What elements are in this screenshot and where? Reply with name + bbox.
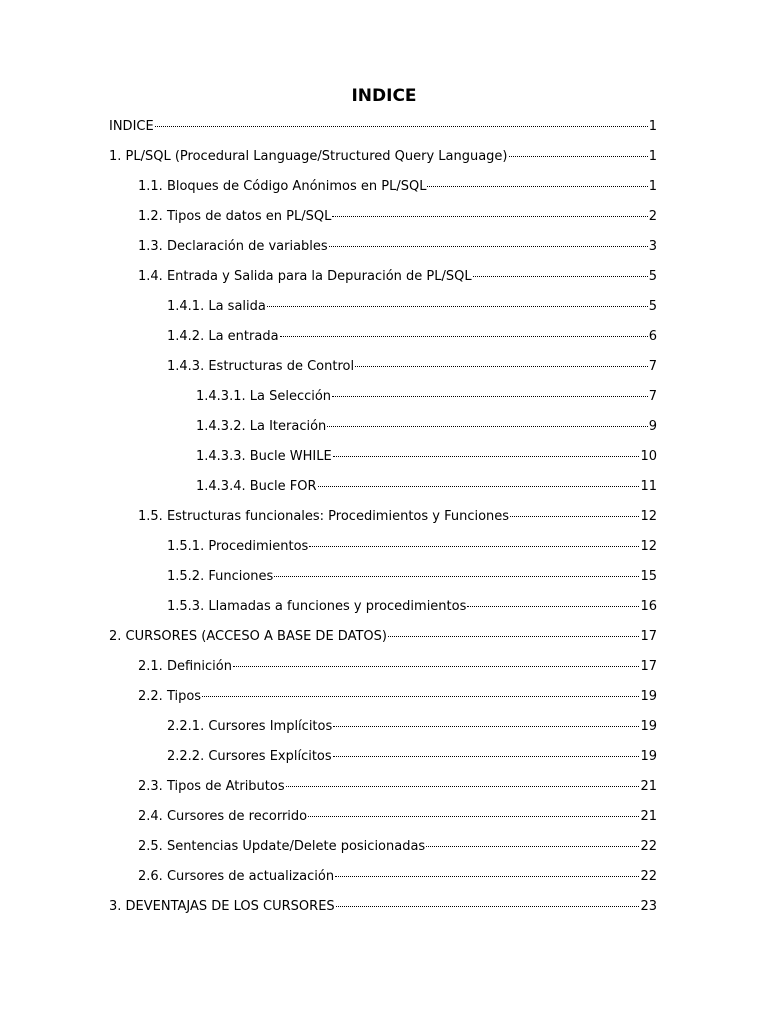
toc-entry-title: 2.2.1. Cursores Implícitos — [167, 719, 333, 734]
toc-entry-title: 1.4.3.1. La Selección — [196, 389, 332, 404]
toc-entry[interactable] — [109, 445, 657, 475]
toc-entry-title: 1.1. Bloques de Código Anónimos en PL/SQL — [138, 179, 427, 194]
toc-entry-page-number: 1 — [648, 149, 657, 164]
toc-entry-page-number: 1 — [648, 119, 657, 134]
toc-dot-leader — [426, 832, 639, 847]
toc-entry-page-number: 21 — [640, 779, 657, 794]
table-of-contents — [109, 115, 657, 925]
toc-entry[interactable] — [109, 715, 657, 745]
toc-entry-title: 1.4. Entrada y Salida para la Depuración de PL/SQL — [138, 269, 472, 284]
toc-entry-page-number: 5 — [648, 269, 657, 284]
toc-entry-page-number: 23 — [640, 899, 657, 914]
toc-entry[interactable] — [109, 355, 657, 385]
toc-entry[interactable] — [109, 865, 657, 895]
toc-entry-page-number: 17 — [640, 659, 657, 674]
toc-entry[interactable] — [109, 505, 657, 535]
toc-dot-leader — [333, 742, 640, 757]
toc-entry-title: 1.4.2. La entrada — [167, 329, 279, 344]
toc-dot-leader — [309, 532, 639, 547]
toc-entry-page-number: 1 — [648, 179, 657, 194]
toc-entry[interactable] — [109, 685, 657, 715]
toc-entry[interactable] — [109, 655, 657, 685]
toc-entry-title: 1.5.1. Procedimientos — [167, 539, 309, 554]
toc-entry-page-number: 16 — [640, 599, 657, 614]
toc-dot-leader — [202, 682, 639, 697]
toc-entry-page-number: 12 — [640, 539, 657, 554]
toc-dot-leader — [318, 472, 640, 487]
toc-dot-leader — [267, 292, 648, 307]
toc-entry-page-number: 22 — [640, 839, 657, 854]
toc-entry-page-number: 10 — [640, 449, 657, 464]
toc-entry[interactable] — [109, 115, 657, 145]
toc-entry-title: 1.4.1. La salida — [167, 299, 266, 314]
toc-dot-leader — [280, 322, 648, 337]
toc-entry-title: 1.5.3. Llamadas a funciones y procedimientos — [167, 599, 467, 614]
toc-dot-leader — [332, 202, 647, 217]
toc-dot-leader — [332, 382, 648, 397]
toc-entry[interactable] — [109, 265, 657, 295]
toc-entry-page-number: 5 — [648, 299, 657, 314]
toc-entry-title: INDICE — [109, 119, 154, 134]
toc-entry-title: 1.4.3. Estructuras de Control — [167, 359, 355, 374]
toc-entry[interactable] — [109, 475, 657, 505]
toc-entry-title: 1.4.3.4. Bucle FOR — [196, 479, 317, 494]
toc-entry-title: 2.6. Cursores de actualización — [138, 869, 335, 884]
toc-entry-page-number: 3 — [648, 239, 657, 254]
toc-entry[interactable] — [109, 625, 657, 655]
toc-dot-leader — [335, 862, 639, 877]
toc-entry-page-number: 2 — [648, 209, 657, 224]
toc-entry-title: 2.3. Tipos de Atributos — [138, 779, 285, 794]
toc-entry[interactable] — [109, 175, 657, 205]
toc-entry-title: 1. PL/SQL (Procedural Language/Structured Query Language) — [109, 149, 508, 164]
toc-dot-leader — [333, 712, 639, 727]
toc-dot-leader — [274, 562, 639, 577]
toc-entry[interactable] — [109, 805, 657, 835]
toc-entry-page-number: 19 — [640, 719, 657, 734]
toc-entry-page-number: 6 — [648, 329, 657, 344]
toc-entry[interactable] — [109, 385, 657, 415]
toc-dot-leader — [333, 442, 640, 457]
toc-entry[interactable] — [109, 235, 657, 265]
toc-dot-leader — [427, 172, 647, 187]
toc-entry-title: 1.2. Tipos de datos en PL/SQL — [138, 209, 332, 224]
toc-entry-title: 2.2. Tipos — [138, 689, 202, 704]
toc-entry-title: 3. DEVENTAJAS DE LOS CURSORES — [109, 899, 335, 914]
toc-entry-title: 1.4.3.3. Bucle WHILE — [196, 449, 332, 464]
toc-entry-page-number: 7 — [648, 389, 657, 404]
toc-dot-leader — [509, 142, 648, 157]
toc-entry-page-number: 7 — [648, 359, 657, 374]
toc-entry-page-number: 11 — [640, 479, 657, 494]
toc-dot-leader — [388, 622, 640, 637]
toc-entry[interactable] — [109, 415, 657, 445]
toc-dot-leader — [155, 112, 648, 127]
toc-entry-title: 1.5.2. Funciones — [167, 569, 274, 584]
toc-dot-leader — [233, 652, 640, 667]
toc-dot-leader — [510, 502, 639, 517]
toc-entry-page-number: 17 — [640, 629, 657, 644]
toc-entry-title: 2.4. Cursores de recorrido — [138, 809, 308, 824]
toc-entry[interactable] — [109, 595, 657, 625]
toc-entry[interactable] — [109, 535, 657, 565]
toc-entry-page-number: 21 — [640, 809, 657, 824]
toc-entry[interactable] — [109, 325, 657, 355]
toc-dot-leader — [467, 592, 639, 607]
toc-entry[interactable] — [109, 565, 657, 595]
toc-entry-title: 2.2.2. Cursores Explícitos — [167, 749, 332, 764]
toc-entry-title: 1.4.3.2. La Iteración — [196, 419, 327, 434]
toc-entry-page-number: 9 — [648, 419, 657, 434]
toc-entry-title: 1.3. Declaración de variables — [138, 239, 328, 254]
toc-dot-leader — [327, 412, 647, 427]
toc-entry[interactable] — [109, 745, 657, 775]
toc-dot-leader — [473, 262, 648, 277]
toc-entry[interactable] — [109, 895, 657, 925]
toc-dot-leader — [329, 232, 648, 247]
toc-entry-title: 1.5. Estructuras funcionales: Procedimientos y Funciones — [138, 509, 510, 524]
toc-entry-page-number: 19 — [640, 689, 657, 704]
toc-entry-title: 2. CURSORES (ACCESO A BASE DE DATOS) — [109, 629, 387, 644]
toc-entry[interactable] — [109, 835, 657, 865]
toc-entry-page-number: 15 — [640, 569, 657, 584]
toc-entry-page-number: 19 — [640, 749, 657, 764]
toc-entry[interactable] — [109, 205, 657, 235]
toc-entry[interactable] — [109, 775, 657, 805]
toc-dot-leader — [336, 892, 640, 907]
toc-entry[interactable] — [109, 295, 657, 325]
toc-entry[interactable] — [109, 145, 657, 175]
toc-entry-title: 2.5. Sentencias Update/Delete posicionadas — [138, 839, 426, 854]
toc-dot-leader — [308, 802, 639, 817]
page-title: INDICE — [351, 86, 417, 106]
toc-entry-title: 2.1. Definición — [138, 659, 232, 674]
toc-dot-leader — [286, 772, 640, 787]
toc-entry-page-number: 22 — [640, 869, 657, 884]
toc-entry-page-number: 12 — [640, 509, 657, 524]
toc-dot-leader — [355, 352, 648, 367]
